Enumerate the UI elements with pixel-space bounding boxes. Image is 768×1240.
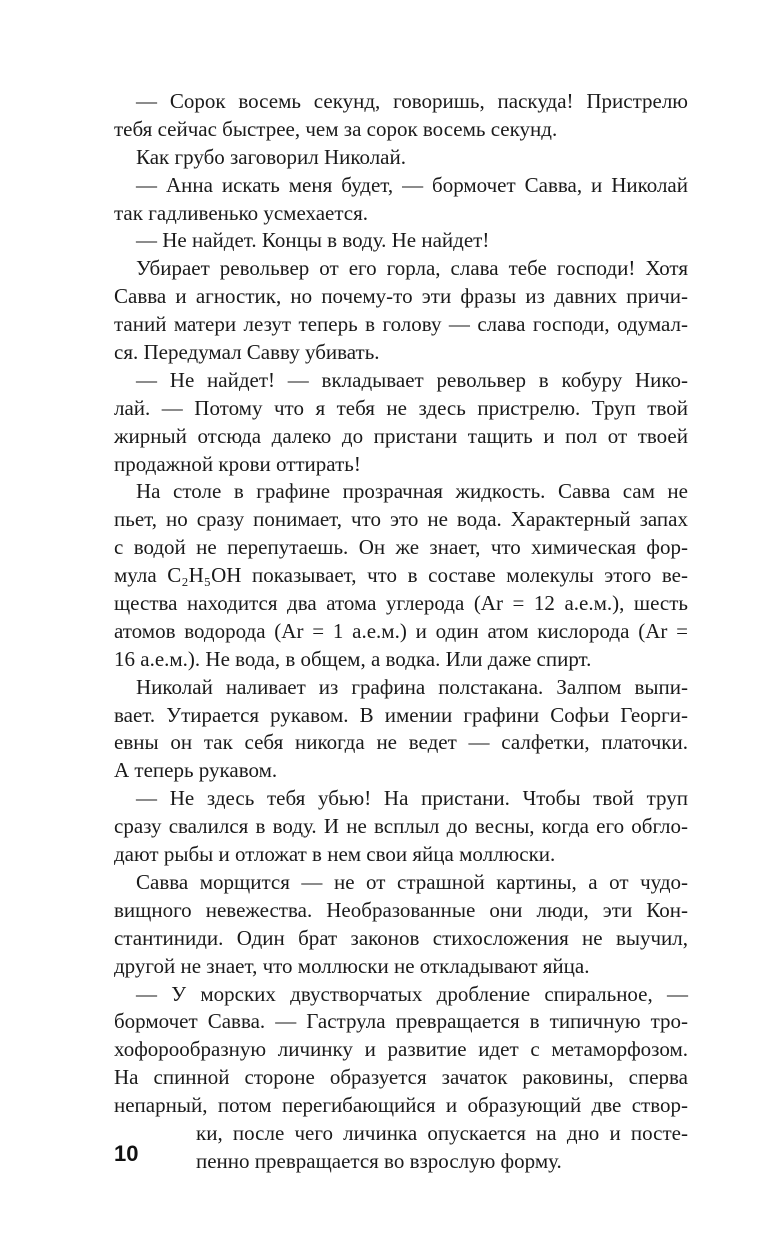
page-number: 10	[114, 1141, 139, 1166]
text-line: щества находится два атома углерода (Ar = 12 а.е.м.), шесть	[114, 591, 688, 616]
text-line: ки, после чего личинка опускается на дно и посте-	[196, 1120, 688, 1145]
body-text	[114, 88, 688, 1176]
text-line: вищного невежества. Необразованные они люди, эти Кон-	[114, 897, 688, 922]
text-line: вает. Утирается рукавом. В имении графини Софьи Георги-	[114, 702, 688, 727]
text-line: — Не здесь тебя убью! На пристани. Чтобы твой труп	[136, 786, 688, 811]
text-line: — Сорок восемь секунд, говоришь, паскуда! Пристрелю	[136, 89, 688, 113]
text-line: — Анна искать меня будет, — бормочет Савва, и Николай	[136, 172, 688, 197]
text-line: жирный отсюда далеко до пристани тащить и пол от твоей	[114, 423, 688, 448]
text-line: стантиниди. Один брат законов стихосложения не выучил,	[114, 925, 688, 950]
text-line: бормочет Савва. — Гаструла превращается в типичную тро-	[114, 1009, 688, 1034]
text-line: хофорообразную личинку и развитие идет с метаморфозом.	[114, 1037, 688, 1062]
text-line: пьет, но сразу понимает, что это не вода. Характерный запах	[114, 507, 688, 532]
text-line: сразу свалился в воду. И не всплыл до весны, когда его обгло-	[114, 814, 688, 839]
text-line: другой не знает, что моллюски не откладывают яйца.	[114, 953, 590, 978]
text-line: дают рыбы и отложат в нем свои яйца моллюски.	[114, 842, 556, 867]
text-line: таний матери лезут теперь в голову — слава господи, одумал-	[114, 312, 688, 337]
text-line: — Не найдет. Концы в воду. Не найдет!	[136, 228, 490, 253]
text-line: пенно превращается во взрослую форму.	[196, 1148, 562, 1173]
text-line: Савва и агностик, но почему-то эти фразы из давних причи-	[114, 284, 688, 309]
text-line: непарный, потом перегибающийся и образующий две створ-	[114, 1093, 688, 1118]
text-line: Савва морщится — не от страшной картины, а от чудо-	[136, 869, 688, 894]
text-line: атомов водорода (Ar = 1 а.е.м.) и один атом кислорода (Ar =	[114, 618, 688, 643]
text-line: — У морских двустворчатых дробление спиральное, —	[136, 981, 688, 1006]
text-line: — Не найдет! — вкладывает револьвер в кобуру Нико-	[136, 367, 688, 392]
text-line: продажной крови оттирать!	[114, 451, 361, 476]
text-line: 16 а.е.м.). Не вода, в общем, а водка. Или даже спирт.	[114, 646, 592, 671]
text-line: На столе в графине прозрачная жидкость. Савва сам не	[136, 479, 688, 504]
text-line: евны он так себя никогда не ведет — салфетки, платочки.	[114, 730, 688, 755]
text-line: Убирает револьвер от его горла, слава тебе господи! Хотя	[136, 256, 688, 281]
text-line: А теперь рукавом.	[114, 758, 278, 783]
text-line: Николай наливает из графина полстакана. Залпом выпи-	[136, 674, 688, 699]
text-line: тебя сейчас быстрее, чем за сорок восемь секунд.	[114, 116, 558, 141]
text-line: так гадливенько усмехается.	[114, 200, 369, 225]
text-line: лай. — Потому что я тебя не здесь пристрелю. Труп твой	[114, 395, 688, 420]
text-line: ся. Передумал Савву убивать.	[114, 340, 380, 365]
text-line: с водой не перепутаешь. Он же знает, что химическая фор-	[114, 535, 688, 560]
text-line: На спинной стороне образуется зачаток раковины, сперва	[114, 1065, 688, 1090]
text-line: Как грубо заговорил Николай.	[136, 144, 406, 169]
text-line: мула C₂H₅OH показывает, что в составе молекулы этого ве-	[114, 563, 688, 588]
